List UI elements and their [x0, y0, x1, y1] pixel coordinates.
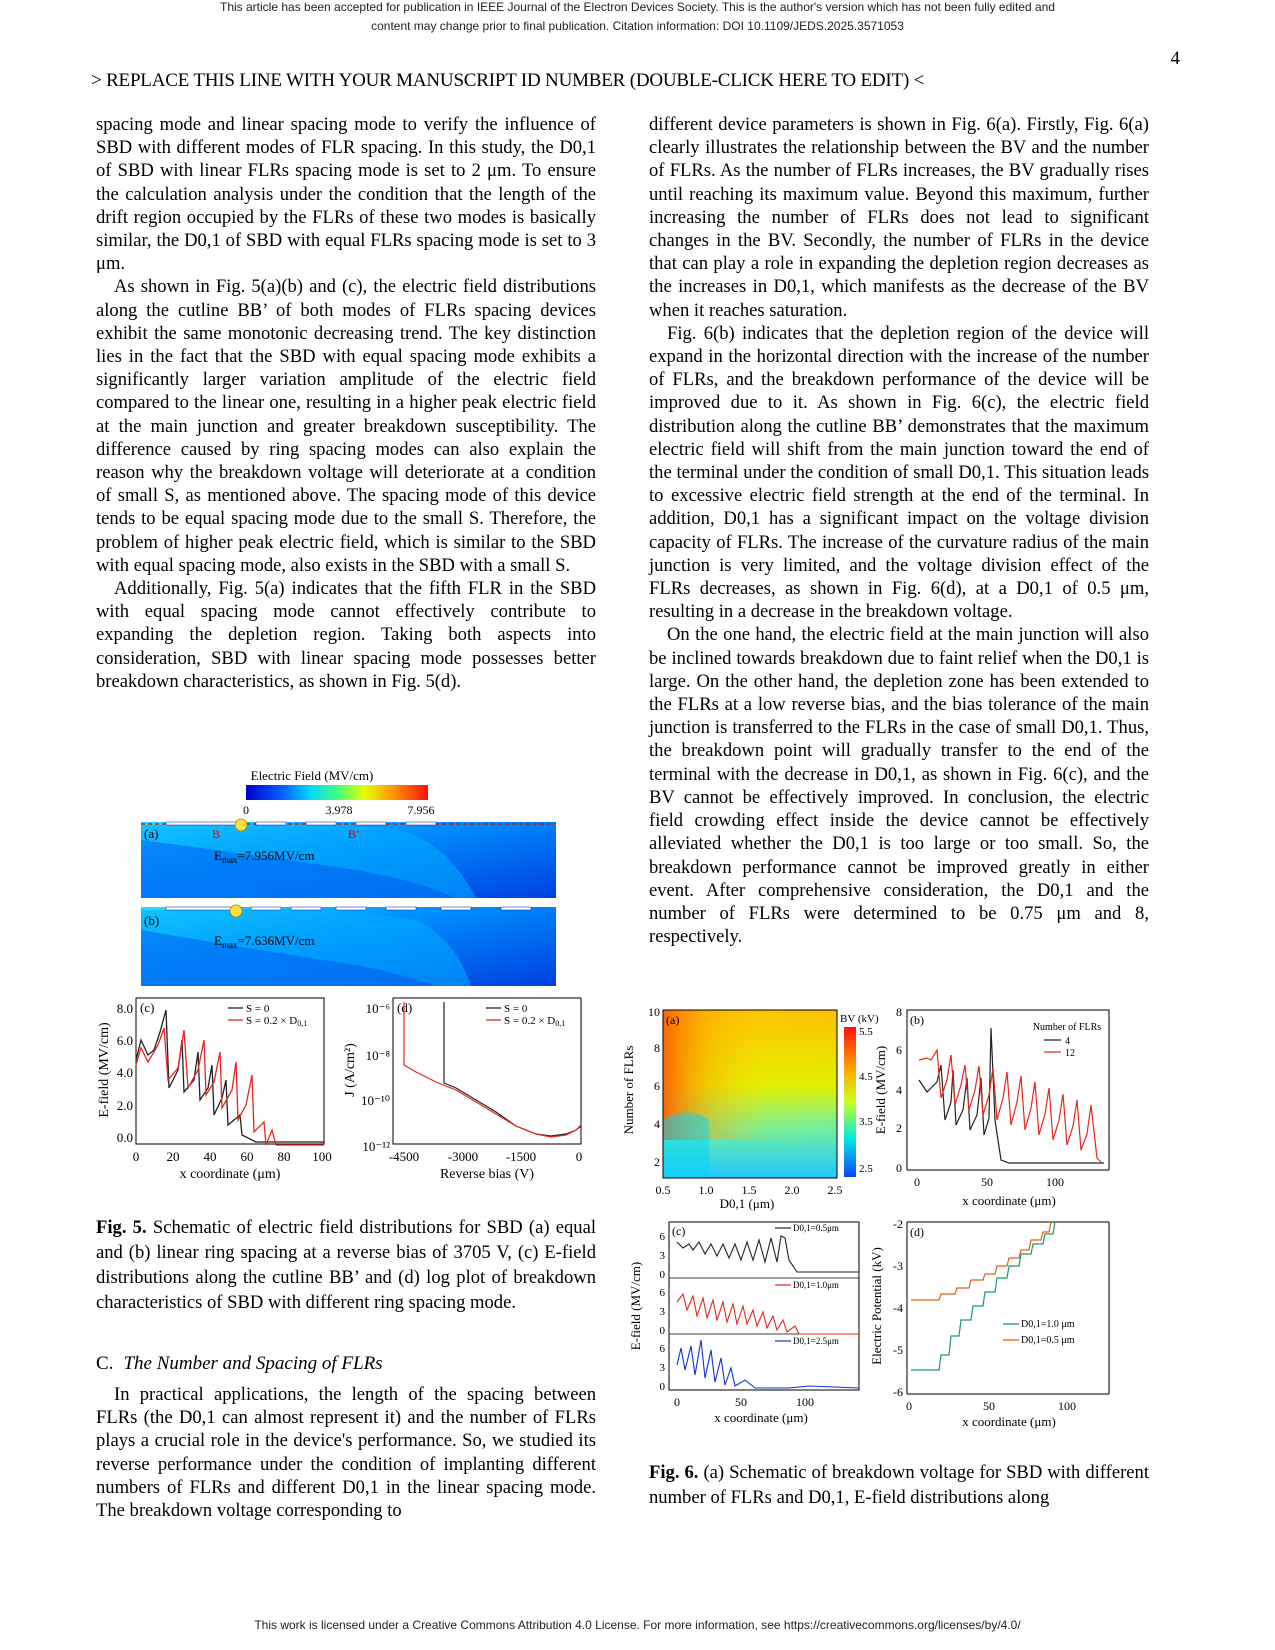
fig6-plot-c — [628, 1222, 859, 1425]
y-tick: 2.0 — [116, 1098, 133, 1113]
y-axis-label: E-field (MV/cm) — [628, 1261, 643, 1351]
x-tick: -3000 — [447, 1149, 479, 1164]
colorbar-tick: 2.5 — [859, 1163, 873, 1175]
left-column-bottom — [96, 1383, 596, 1522]
section-heading — [96, 1353, 383, 1375]
caption-text: (a) Schematic of breakdown voltage for SBD with different number of FLRs and D0,1, E-field distributions along — [649, 1462, 1149, 1508]
figure-5-caption — [96, 1215, 596, 1315]
y-tick: 6 — [654, 1079, 660, 1093]
colorbar-title: BV (kV) — [840, 1013, 879, 1025]
x-tick: 40 — [203, 1149, 217, 1164]
x-tick: 100 — [1046, 1175, 1064, 1189]
caption-text: Schematic of electric field distributions for SBD (a) equal and (b) linear ring spacing at a reverse bias of 3705 V, (c) E-field distributions along the cutline BB’ and (d) log plot of breakdown characteristics of SBD with different ring spacing mode. — [96, 1217, 596, 1313]
x-tick: 2.5 — [827, 1183, 843, 1197]
series-s02 — [136, 1028, 324, 1145]
x-tick: 2.0 — [784, 1183, 800, 1197]
x-tick: 100 — [312, 1149, 332, 1164]
panel-label: (d) — [910, 1225, 924, 1239]
emax-label-a: $E_{max}=7.956MV/cm$ — [214, 848, 315, 865]
legend-label: 4 — [1065, 1036, 1070, 1047]
y-tick: 10⁻⁸ — [365, 1048, 390, 1063]
x-tick: 50 — [983, 1399, 995, 1413]
y-tick: 6.0 — [116, 1033, 133, 1048]
y-tick: 2 — [654, 1155, 660, 1169]
peak-marker-icon — [235, 819, 247, 831]
legend-label: D0,1=2.5μm — [793, 1336, 839, 1346]
y-tick: 3 — [659, 1306, 665, 1318]
publication-notice-line1: This article has been accepted for publication in IEEE Journal of the Electron Devices Society. This is the author's version which has not been fully edited and — [220, 0, 1055, 14]
fig6-plot-b — [873, 1005, 1109, 1208]
paragraph: In practical applications, the length of the spacing between FLRs (the D0,1 can almost represent it) and the number of FLRs plays a crucial role in the device's performance. So, we studied its reverse performance under the condition of implanting different numbers of FLRs and different D0,1 in the linear spacing mode. The breakdown voltage corresponding to — [96, 1384, 596, 1522]
y-axis-label: J (A/cm²) — [343, 1043, 358, 1097]
series-d01-1.0 — [911, 1222, 1055, 1370]
paragraph: Fig. 6(b) indicates that the depletion region of the device will expand in the horizontal direction with the increase of the number of FLRs, and the breakdown performance of the device will be improved due to it. As shown in Fig. 6(c), the electric field distribution along the cutline BB’ demonstrates that the maximum electric field will shift from the main junction toward the end of the terminal under the condition of small D0,1. This situation leads to excessive electric field strength at the end of the terminal. In addition, D0,1 has a significant impact on the voltage division capacity of FLRs. The increase of the curvature radius of the main junction is very limited, and the voltage division effect of the FLRs decreases, as shown in Fig. 6(d), at a D0,1 of 0.5 μm, resulting in a decrease in the breakdown voltage. — [649, 322, 1149, 623]
series-d01-1.0 — [677, 1294, 859, 1334]
panel-label: (a) — [666, 1013, 680, 1027]
section-letter: C. — [96, 1353, 114, 1374]
left-column — [96, 113, 596, 693]
y-tick: 0.0 — [116, 1130, 133, 1145]
panel-label: (a) — [144, 826, 159, 841]
y-axis-label: E-field (MV/cm) — [873, 1045, 888, 1135]
y-tick: 0 — [896, 1161, 902, 1175]
caption-label: Fig. 5. — [96, 1217, 147, 1238]
panel-label: (c) — [672, 1224, 686, 1238]
peak-marker-icon — [230, 905, 242, 917]
x-tick: 0 — [132, 1149, 140, 1164]
legend-label: D0,1=1.0 μm — [1021, 1319, 1075, 1330]
y-tick: 2 — [896, 1121, 902, 1135]
series-4-flrs — [919, 1028, 1104, 1163]
y-tick: 10⁻¹⁰ — [361, 1093, 390, 1108]
panel-label: (d) — [397, 1000, 413, 1015]
y-tick: 8.0 — [116, 1001, 133, 1016]
colorbar-tick: 3.978 — [325, 803, 353, 817]
colorbar — [246, 785, 428, 800]
legend-label: D0,1=1.0μm — [793, 1280, 839, 1290]
x-tick: 1.5 — [741, 1183, 757, 1197]
paragraph: Additionally, Fig. 5(a) indicates that the fifth FLR in the SBD with equal spacing mode cannot effectively contribute to expanding the depletion region. Taking both aspects into consideration, SBD with linear spacing mode possesses better breakdown characteristics, as shown in Fig. 5(d). — [96, 578, 596, 692]
legend-label: D0,1=0.5μm — [793, 1223, 839, 1233]
x-tick: 50 — [735, 1395, 747, 1409]
right-column — [649, 113, 1149, 948]
figure-5 — [96, 770, 596, 1200]
x-axis-label: x coordinate (μm) — [179, 1167, 281, 1182]
series-d01-2.5 — [677, 1340, 859, 1388]
publication-notice-line2: content may change prior to final publication. Citation information: DOI 10.1109/JEDS.2025.3571053 — [371, 19, 904, 33]
y-tick: 6 — [896, 1043, 902, 1057]
fig6-plot-a — [621, 1005, 879, 1211]
section-title: The Number and Spacing of FLRs — [123, 1353, 383, 1374]
x-tick: 0 — [906, 1399, 912, 1413]
cutline-label: B — [212, 827, 221, 841]
fig5-plot-d — [343, 998, 582, 1182]
x-tick: 100 — [1058, 1399, 1076, 1413]
y-tick: 10 — [648, 1005, 660, 1019]
x-axis-label: x coordinate (μm) — [714, 1410, 808, 1425]
license-footer: This work is licensed under a Creative Commons Attribution 4.0 License. For more information, see https://creativecommons.org/licenses/by/4.0/ — [254, 1618, 1021, 1632]
fig5-plot-c — [97, 998, 332, 1182]
running-header: > REPLACE THIS LINE WITH YOUR MANUSCRIPT ID NUMBER (DOUBLE-CLICK HERE TO EDIT) < — [91, 70, 925, 91]
y-tick: 8 — [654, 1041, 660, 1055]
y-axis-label: Electric Potential (kV) — [869, 1247, 884, 1365]
x-axis-label: D0,1 (μm) — [719, 1196, 775, 1211]
x-tick: 0.5 — [655, 1183, 671, 1197]
paragraph: different device parameters is shown in Fig. 6(a). Firstly, Fig. 6(a) clearly illustrates the relationship between the BV and the number of FLRs. As the number of FLRs increases, the BV gradually rises until reaching its maximum value. Beyond this maximum, further increasing the number of FLRs does not lead to significant changes in the BV. Secondly, the number of FLRs in the device that can play a role in expanding the depletion region decreases as the increases in D0,1, which manifests as the decrease of the BV when it reaches saturation. — [649, 114, 1149, 321]
x-tick: 0 — [674, 1395, 680, 1409]
series-d01-0.5 — [677, 1236, 859, 1272]
y-tick: 8 — [896, 1005, 902, 1019]
y-tick: 6 — [659, 1287, 665, 1299]
x-tick: 60 — [240, 1149, 254, 1164]
x-tick: 80 — [277, 1149, 291, 1164]
legend-label: S = 0 — [504, 1003, 528, 1015]
paragraph: spacing mode and linear spacing mode to verify the influence of SBD with different modes of FLR spacing. In this study, the D0,1 of SBD with linear FLRs spacing mode is set to 2 μm. To ensure the calculation analysis under the condition that the length of the drift region occupied by the FLRs of these two modes is basically similar, the D0,1 of SBD with equal FLRs spacing mode is set to 3 μm. — [96, 114, 596, 275]
x-tick: 50 — [981, 1175, 993, 1189]
panel-label: (b) — [910, 1013, 924, 1027]
legend-title: Number of FLRs — [1032, 1022, 1102, 1033]
legend-label: S = 0 — [246, 1003, 270, 1015]
page-number: 4 — [1170, 48, 1180, 69]
y-tick: -5 — [893, 1343, 903, 1357]
fig6-plot-d — [869, 1217, 1109, 1429]
legend-label: 12 — [1065, 1048, 1075, 1059]
y-tick: 6 — [659, 1343, 665, 1355]
colorbar-tick: 7.956 — [407, 803, 435, 817]
y-tick: 4 — [896, 1083, 902, 1097]
y-tick: 3 — [659, 1250, 665, 1262]
y-axis-label: Number of FLRs — [621, 1045, 636, 1135]
paragraph: As shown in Fig. 5(a)(b) and (c), the electric field distributions along the cutline BB’ of both modes of FLRs spacing devices exhibit the same monotonic decreasing trend. The key distinction lies in the fact that the SBD with equal spacing mode exhibits a significantly larger variation amplitude of the electric field compared to the linear one, resulting in a higher peak electric field at the main junction and greater breakdown susceptibility. The difference caused by ring spacing modes can also explain the reason why the breakdown voltage will deteriorate at a condition of small S, as mentioned above. The spacing mode of this device tends to be equal spacing mode due to the small S. Therefore, the problem of higher peak electric field, which is similar to the SBD with equal spacing mode, also exists in the SBD with a small S. — [96, 276, 596, 576]
x-tick: 1.0 — [698, 1183, 714, 1197]
y-tick: -4 — [893, 1301, 903, 1315]
legend-label: D0,1=0.5 μm — [1021, 1335, 1075, 1346]
x-tick: 0 — [914, 1175, 920, 1189]
panel-label: (b) — [144, 913, 160, 928]
colorbar — [844, 1027, 856, 1177]
x-tick: -4500 — [388, 1149, 420, 1164]
x-tick: -1500 — [505, 1149, 537, 1164]
colorbar-tick: 3.5 — [859, 1116, 873, 1128]
colorbar-tick: 0 — [243, 803, 249, 817]
caption-label: Fig. 6. — [649, 1462, 699, 1483]
y-tick: 4.0 — [116, 1065, 133, 1080]
series-12-flrs — [919, 1050, 1101, 1162]
colorbar-tick: 4.5 — [859, 1071, 873, 1083]
panel-label: (c) — [140, 1000, 155, 1015]
paragraph: On the one hand, the electric field at the main junction will also be inclined towards breakdown due to faint relief when the D0,1 is large. On the other hand, the depletion zone has been extended to the FLRs at a low reverse bias, and the bias tolerance of the main junction is transferred to the FLRs in the case of small D0,1. Thus, the breakdown point will gradually transfer to the end of the terminal with the decrease in D0,1, as shown in Fig. 6(c), and the BV cannot be effectively improved. In conclusion, the electric field crowding effect inside the device cannot be effectively alleviated whether the D0,1 is too large or too small. So, the breakdown performance cannot be improved greatly in either event. After comprehensive consideration, the D0,1 and the number of FLRs were determined to be 0.75 μm and 8, respectively. — [649, 624, 1149, 948]
x-tick: 100 — [796, 1395, 814, 1409]
legend-label: S = 0.2 × D0,1 — [246, 1015, 308, 1028]
figure-6 — [621, 1005, 1169, 1450]
y-tick: -3 — [893, 1259, 903, 1273]
cutline-label: B’ — [348, 827, 360, 841]
y-tick: 0 — [659, 1381, 665, 1393]
x-tick: 0 — [575, 1149, 583, 1164]
legend-label: S = 0.2 × D0,1 — [504, 1015, 566, 1028]
figure-6-caption — [649, 1460, 1149, 1510]
series-d01-0.5 — [911, 1222, 1051, 1300]
y-tick: -2 — [893, 1217, 903, 1231]
y-tick: 0 — [659, 1269, 665, 1281]
x-axis-label: x coordinate (μm) — [962, 1414, 1056, 1429]
y-axis-label: E-field (MV/cm) — [97, 1022, 112, 1118]
emax-label-b: $E_{max}=7.636MV/cm$ — [214, 933, 315, 950]
y-tick: -6 — [893, 1385, 903, 1399]
x-axis-label: x coordinate (μm) — [962, 1193, 1056, 1208]
colorbar-tick: 5.5 — [859, 1026, 873, 1038]
y-tick: 10⁻¹² — [362, 1139, 390, 1154]
y-tick: 6 — [659, 1231, 665, 1243]
y-tick: 0 — [659, 1325, 665, 1337]
colorbar-title: Electric Field (MV/cm) — [250, 768, 374, 783]
x-axis-label: Reverse bias (V) — [439, 1167, 535, 1182]
y-tick: 3 — [659, 1362, 665, 1374]
y-tick: 10⁻⁶ — [365, 1001, 390, 1016]
y-tick: 4 — [654, 1117, 660, 1131]
x-tick: 20 — [166, 1149, 180, 1164]
